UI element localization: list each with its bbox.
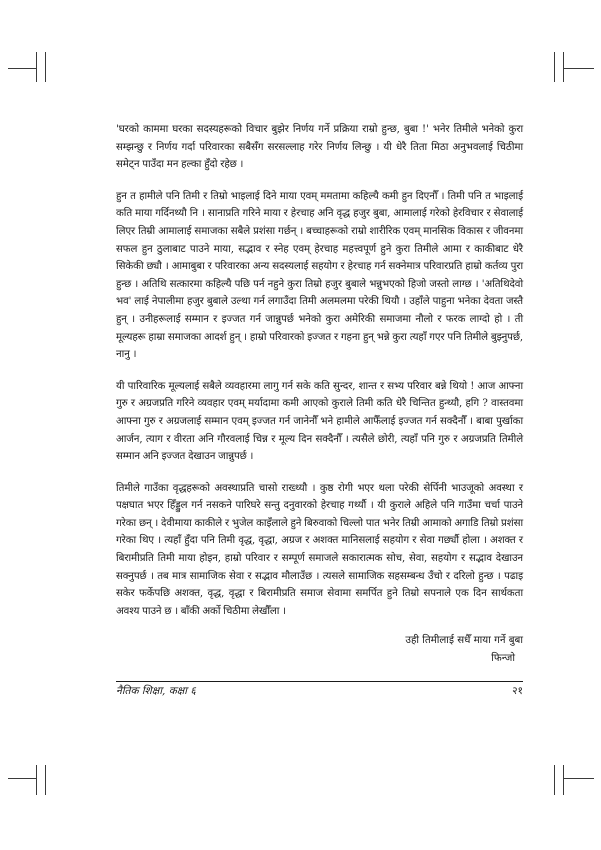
signature-line: उही तिमीलाई सधैँ माया गर्ने बुबा — [405, 635, 523, 647]
footer-book-title: नैतिक शिक्षा, कक्षा ६ — [116, 685, 196, 697]
crop-mark — [563, 765, 564, 795]
crop-mark — [45, 52, 46, 82]
crop-mark — [564, 778, 594, 779]
paragraph: हुन त हामीले पनि तिमी र तिम्रो भाइलाई दिने माया एवम् ममतामा कहिल्यै कमी हुन दिएनौँ । तिमी पनि त भाइलाई कति माया गर्दिनथ्यौ नि । सानाप्रति गरिने माया र हेरचाह अनि वृद्ध हजुर बुबा, आमालाई गरेको हेरविचार र सेवालाई लिएर तिम्री आमालाई समाजका सबैले प्रशंसा गर्छन् । बच्चाहरूको राम्रो शारीरिक एवम् मानसिक विकास र जीवनमा सफल हुन ठुलाबाट पाउने माया, सद्भाव र स्नेह एवम् हेरचाह महत्त्वपूर्ण हुने कुरा तिमीले आमा र काकीबाट धेरै सिकेकी छ्यौ । आमाबुबा र परिवारका अन्य सदस्यलाई सहयोग र हेरचाह गर्न सक्नेमात्र परिवारप्रति हाम्रो कर्तव्य पुरा हुन्छ । अतिथि सत्कारमा कहिल्यै पछि पर्न नहुने कुरा तिम्रो हजुर बुबाले भन्नुभएको हिजो जस्तो लाग्छ । 'अतिथिदेवो भव' लाई नेपालीमा हजुर बुबाले उल्था गर्न लगाउँदा तिमी अलमलमा परेकी थियौ । उहाँले पाहुना भनेका देवता जस्तै हुन् । उनीहरूलाई सम्मान र इज्जत गर्न जान्नुपर्छ भनेको कुरा अमेरिकी समाजमा नौलो र फरक लाग्दो हो । ती मूल्यहरू हाम्रा समाजका आदर्श हुन् । हाम्रो परिवारको इज्जत र गहना हुन् भन्ने कुरा त्यहाँ गएर पनि तिमीले बुझ्नुपर्छ, नानु । — [116, 190, 523, 361]
paragraph: 'घरको काममा घरका सदस्यहरूको विचार बुझेर निर्णय गर्ने प्रक्रिया राम्रो हुन्छ, बुबा !' भनेर तिमीले भनेको कुरा सम्झन्छु र निर्णय गर्दा परिवारका सबैसँग सरसल्लाह गरेर निर्णय लिन्छु । यी धेरै तिता मिठा अनुभवलाई चिठीमा समेट्न पाउँदा मन हल्का हुँदो रहेछ । — [116, 124, 523, 171]
paragraph: तिमीले गाउँका वृद्धहरूको अवस्थाप्रति चासो राख्थ्यौ । कुष्ठ रोगी भएर थला परेकी सेर्पिनी भाउजूको अवस्था र पक्षघात भएर हिँड्डुल गर्न नसकने पारिघरे सन्तु दनुवारको हेरचाह गर्थ्यौ । यी कुराले अहिले पनि गाउँमा चर्चा पाउने गरेका छन् । देवीमाया काकीले र भुजेल काइँलाले हुने बिरुवाको चिल्लो पात भनेर तिम्री आमाको अगाडि तिम्रो प्रशंसा गरेका थिए । त्यहाँ हुँदा पनि तिमी वृद्ध, वृद्धा, अग्रज र अशक्त मानिसलाई सहयोग र सेवा गर्छ्यौ होला । अशक्त र बिरामीप्रति तिमी माया होइन, हाम्रो परिवार र सम्पूर्ण समाजले सकारात्मक सोच, सेवा, सहयोग र सद्भाव देखाउन सक्नुपर्छ । तब मात्र सामाजिक सेवा र सद्भाव मौलाउँछ । त्यसले सामाजिक सहसम्बन्ध उँचो र दरिलो हुन्छ । पढाइ सकेर फर्केपछि अशक्त, वृद्ध, वृद्धा र बिरामीप्रति समाज सेवामा समर्पित हुने तिम्रो सपनाले एक दिन सार्थकता अवश्य पाउने छ । बाँकी अर्को चिठीमा लेखौँला । — [116, 482, 523, 617]
paragraph: यी पारिवारिक मूल्यलाई सबैले व्यवहारमा लागु गर्न सके कति सुन्दर, शान्त र सभ्य परिवार बन्ने थियो ! आज आफ्ना गुरु र अग्रजप्रति गरिने व्यवहार एवम् मर्यादामा कमी आएको कुराले तिमी कति धेरै चिन्तित हुन्थ्यौ, हगि ? वास्तवमा आफ्ना गुरु र अग्रजलाई सम्मान एवम् इज्जत गर्न जानेनौँ भने हामीले आफैँलाई इज्जत गर्न सक्दैनौँ । बाबा पुर्खाका आर्जन, त्याग र वीरता अनि गौरवलाई चिन्न र मूल्य दिन सक्दैनौँ । त्यसैले छोरी, त्यहाँ पनि गुरु र अग्रजप्रति तिमीले सम्मान अनि इज्जत देखाउन जान्नुपर्छ । — [116, 380, 523, 463]
crop-mark — [8, 68, 36, 69]
crop-mark — [45, 765, 46, 795]
signature — [116, 632, 523, 667]
crop-mark — [36, 52, 37, 82]
crop-mark — [554, 52, 555, 82]
crop-mark — [563, 52, 564, 82]
crop-mark — [36, 765, 37, 795]
crop-mark — [554, 765, 555, 795]
letter-body — [116, 121, 523, 668]
footer-divider — [116, 681, 523, 682]
page-number: २१ — [512, 685, 523, 697]
crop-mark — [8, 778, 36, 779]
signature-name: फिन्जो — [491, 653, 515, 665]
crop-mark — [564, 68, 594, 69]
